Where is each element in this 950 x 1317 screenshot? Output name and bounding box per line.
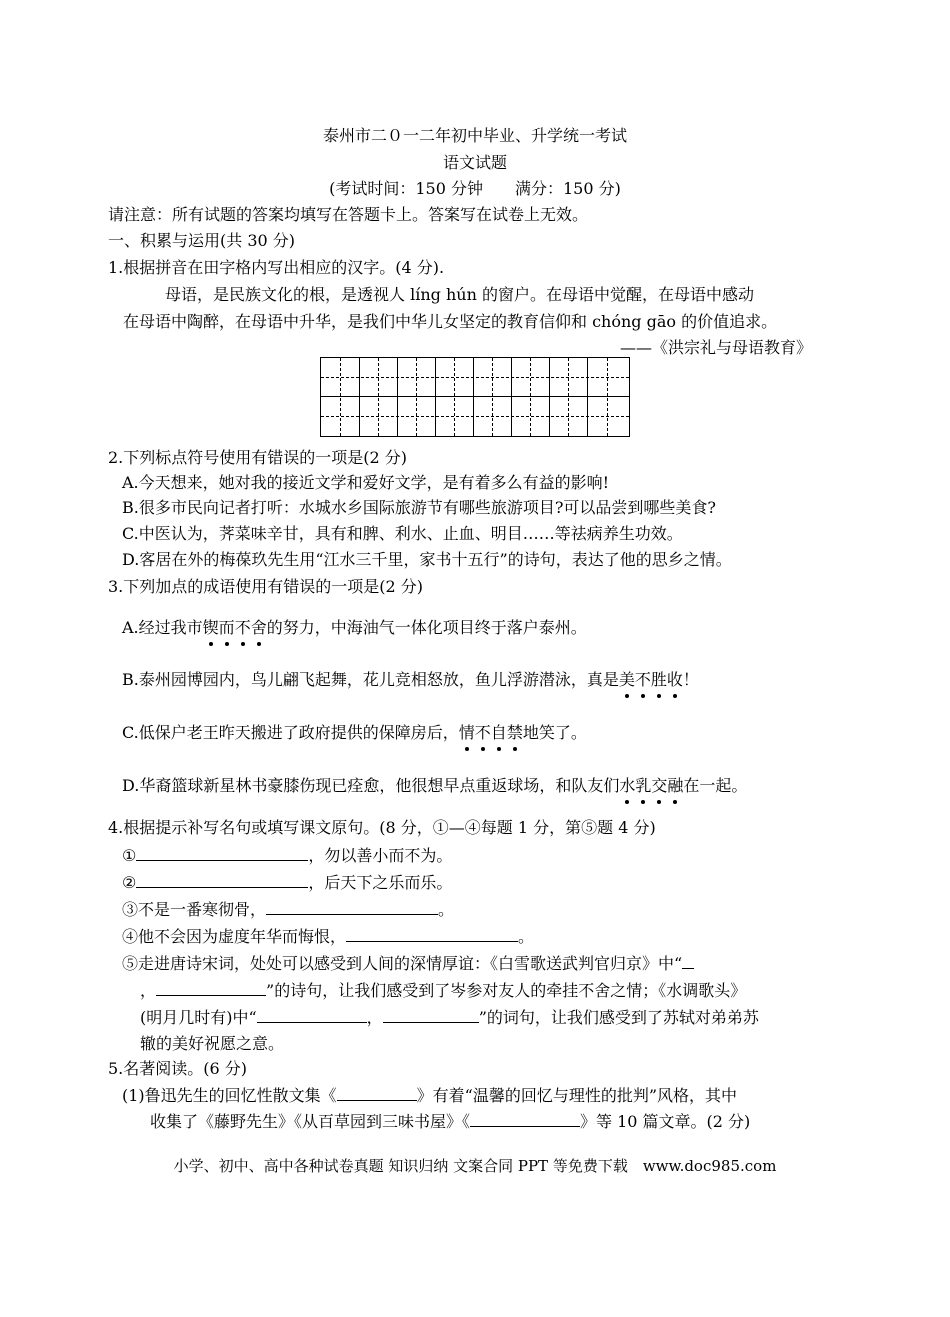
answer-blank[interactable] — [346, 925, 518, 942]
exam-meta: (考试时间：150 分钟 满分：150 分) — [329, 179, 621, 198]
emphasis-char: 交 — [651, 776, 668, 795]
q3-stem: 3.下列加点的成语使用有错误的一项是(2 分) — [108, 577, 424, 596]
emphasis-char: 美 — [618, 670, 635, 689]
emphasis-char: 乳 — [635, 776, 652, 795]
answer-blank[interactable] — [136, 871, 308, 888]
exam-notice: 请注意：所有试题的答案均填写在答题卡上。答案写在试卷上无效。 — [108, 205, 589, 224]
q4-item-4: ④他不会因为虚度年华而悔恨， 。 — [122, 927, 535, 946]
footer-text: 小学、初中、高中各种试卷真题 知识归纳 文案合同 PPT 等免费下载 www.doc985.com — [173, 1157, 777, 1175]
q2-option-d[interactable]: D.客居在外的梅葆玖先生用“江水三千里，家书十五行”的诗句，表达了他的思乡之情。 — [122, 550, 732, 569]
q2-option-b[interactable]: B.很多市民向记者打听：水城水乡国际旅游节有哪些旅游项目?可以品尝到哪些美食? — [122, 498, 717, 517]
q4-stem: 4.根据提示补写名句或填写课文原句。(8 分，①—④每题 1 分，第⑤题 4 分) — [108, 818, 656, 837]
q1-source: ——《洪宗礼与母语教育》 — [620, 338, 813, 357]
q4-item-3: ③不是一番寒彻骨， 。 — [122, 900, 455, 919]
q1-paragraph-line1: 母语，是民族文化的根，是透视人 líng hún 的窗户。在母语中觉醒，在母语中感动 — [165, 285, 754, 304]
emphasis-char: 不 — [634, 670, 651, 689]
q3-option-d[interactable]: D.华裔篮球新星林书豪膝伤现已痊愈，他很想早点重返球场，和队友们水乳交融在一起。 — [122, 776, 748, 795]
section-title: 一、积累与运用(共 30 分) — [108, 231, 296, 250]
answer-blank[interactable] — [136, 844, 308, 861]
exam-subject: 语文试题 — [442, 153, 507, 172]
answer-blank[interactable] — [337, 1084, 417, 1101]
exam-title: 泰州市二０一二年初中毕业、升学统一考试 — [322, 126, 627, 145]
emphasis-char: 舍 — [250, 618, 267, 637]
q2-option-c[interactable]: C.中医认为，荠菜味辛甘，具有和脾、利水、止血、明目……等祛病养生功效。 — [122, 524, 683, 543]
emphasis-char: 锲 — [202, 618, 219, 637]
emphasis-char: 融 — [667, 776, 684, 795]
answer-blank[interactable] — [682, 952, 694, 969]
answer-blank[interactable] — [383, 1006, 479, 1023]
q5-sub1-line1: (1)鲁迅先生的回忆性散文集《 》有着“温馨的回忆与理性的批判”风格，其中 — [122, 1086, 738, 1105]
emphasis-char: 不 — [234, 618, 251, 637]
dotted-idiom — [619, 776, 683, 795]
dotted-idiom — [203, 618, 267, 637]
q4-item-1: ① ，勿以善小而不为。 — [122, 846, 453, 865]
answer-blank[interactable] — [470, 1110, 580, 1127]
q4-item-5-line3: (明月几时有)中“ ， ”的词句，让我们感受到了苏轼对弟弟苏 — [140, 1008, 759, 1027]
q4-item-2: ② ，后天下之乐而乐。 — [122, 873, 453, 892]
q3-option-b[interactable]: B.泰州园博园内，鸟儿翩飞起舞，花儿竞相怒放，鱼儿浮游潜泳，真是美不胜收！ — [122, 670, 699, 689]
emphasis-char: 禁 — [506, 723, 523, 742]
q4-item-5-line4: 辙的美好祝愿之意。 — [140, 1034, 285, 1053]
q1-paragraph-line2: 在母语中陶醉，在母语中升华，是我们中华儿女坚定的教育信仰和 chóng gāo 的价值追求。 — [123, 312, 778, 331]
emphasis-char: 收 — [666, 670, 683, 689]
emphasis-char: 而 — [218, 618, 235, 637]
q3-option-a[interactable]: A.经过我市锲而不舍的努力，中海油气一体化项目终于落户泰州。 — [122, 618, 587, 637]
emphasis-char: 自 — [490, 723, 507, 742]
dotted-idiom — [619, 670, 683, 689]
q1-stem: 1.根据拼音在田字格内写出相应的汉字。(4 分). — [108, 258, 445, 277]
emphasis-char: 不 — [474, 723, 491, 742]
q2-stem: 2.下列标点符号使用有错误的一项是(2 分) — [108, 448, 408, 467]
tianzige-grid[interactable] — [320, 357, 630, 437]
answer-blank[interactable] — [257, 1006, 367, 1023]
q2-option-a[interactable]: A.今天想来，她对我的接近文学和爱好文学，是有着多么有益的影响! — [122, 473, 610, 492]
q3-option-c[interactable]: C.低保户老王昨天搬进了政府提供的保障房后，情不自禁地笑了。 — [122, 723, 587, 742]
emphasis-char: 水 — [619, 776, 636, 795]
q5-sub1-line2: 收集了《藤野先生》《从百草园到三味书屋》《 》等 10 篇文章。(2 分) — [150, 1112, 751, 1131]
q5-stem: 5.名著阅读。(6 分) — [108, 1059, 248, 1078]
answer-blank[interactable] — [156, 979, 266, 996]
q4-item-5-line1: ⑤走进唐诗宋词，处处可以感受到人间的深情厚谊：《白雪歌送武判官归京》中“ — [122, 952, 694, 974]
emphasis-char: 胜 — [650, 670, 667, 689]
answer-blank[interactable] — [266, 898, 438, 915]
q4-item-5-line2: ， ”的诗句，让我们感受到了岑参对友人的牵挂不舍之情；《水调歌头》 — [140, 981, 747, 1000]
dotted-idiom — [459, 723, 523, 742]
emphasis-char: 情 — [458, 723, 475, 742]
